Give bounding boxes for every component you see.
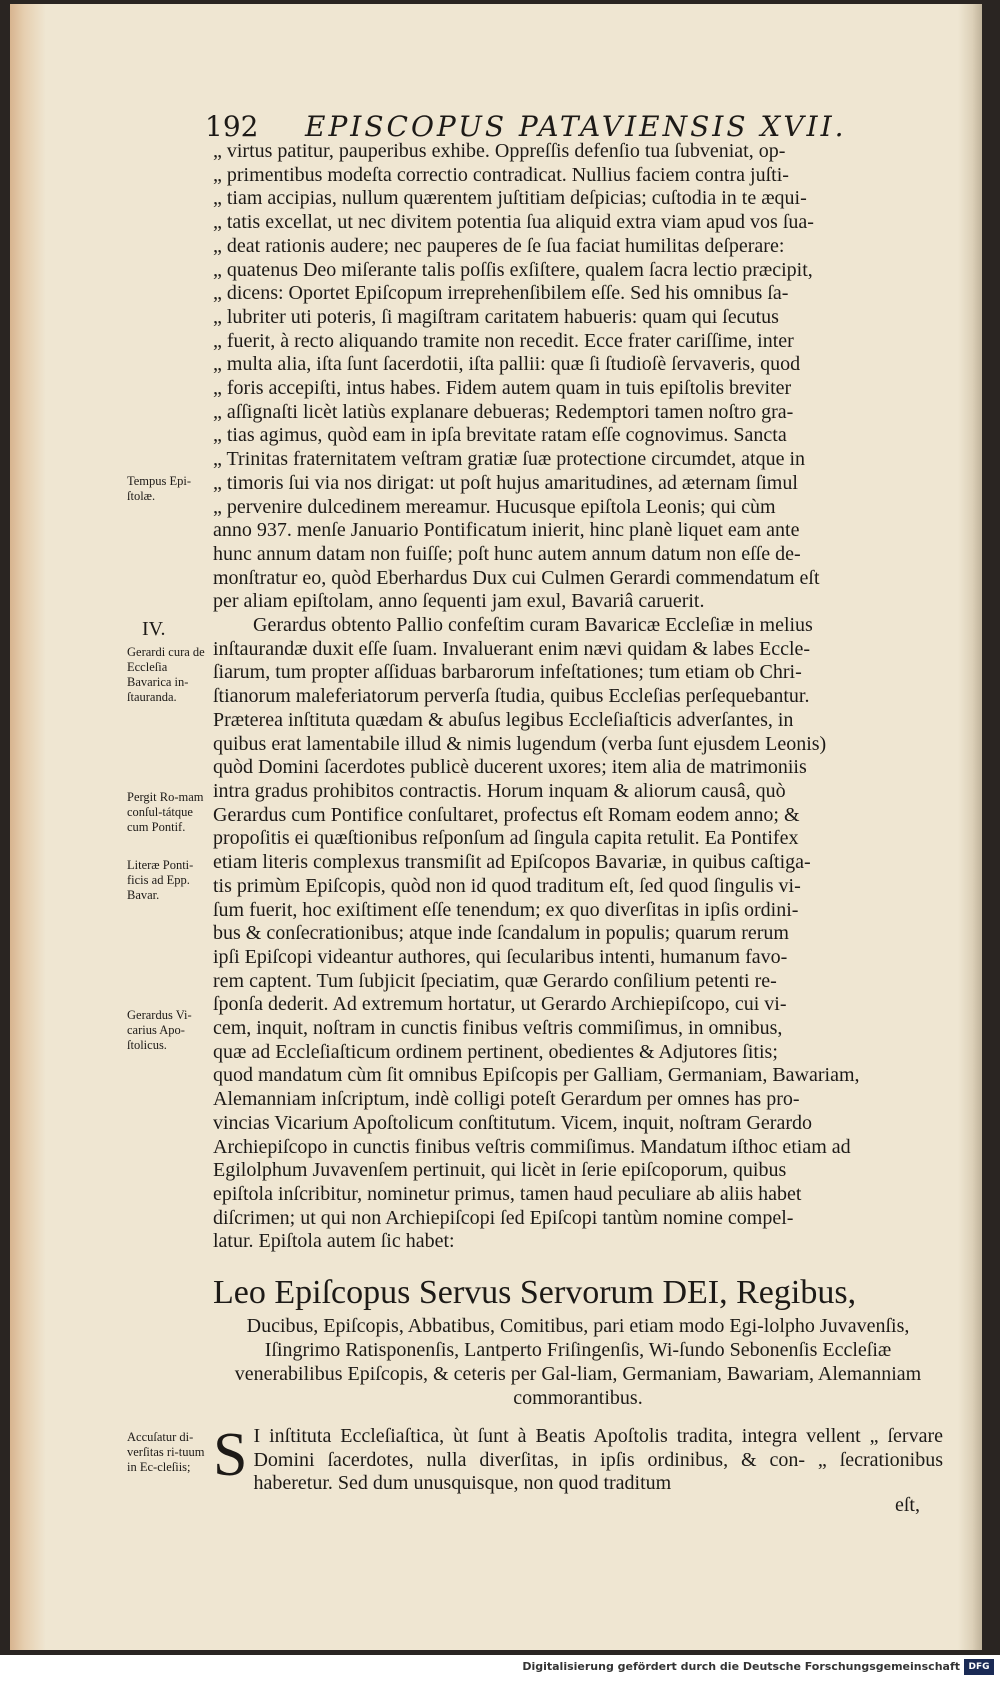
body-line: „ tiam accipias, nullum quærentem juſtitiam deſpicias; cuſtodia in te æqui- [213,187,807,210]
body-line: „ multa alia, iſta ſunt ſacerdotii, iſta pallii: quæ ſi ſtudioſè ſervaveris, quod [213,353,801,376]
body-line: „ quatenus Deo miſerante talis poſſis exſiſtere, qualem ſacra lectio præcipit, [213,258,813,281]
body-line: „ tatis excellat, ut nec divitem potentia ſua aliquid extra viam apud vos ſua- [213,211,814,234]
margin-note: Gerardus Vi-carius Apo-ſtolicus. [127,1008,192,1052]
body-line: ſtianorum maleferiatorum perverſa ſtudia, quibus Eccleſias perſequebantur. [213,685,810,708]
body-line: ſiarum, tum propter aſſiduas barbarorum infeſtationes; tum etiam ob Chri- [213,661,802,684]
body-line: „ aſſignaſti licèt latiùs explanare debueras; Redemptori tamen noſtro gra- [213,400,794,423]
body-line: diſcrimen; ut qui non Archiepiſcopi ſed Epiſcopi tantùm nomine compel- [213,1206,794,1229]
body-line: tis primùm Epiſcopis, quòd non id quod traditum eſt, ſed quod ſingulis vi- [213,874,801,897]
body-line: quæ ad Eccleſiaſticum ordinem pertinent, obedientes & Adjutores ſitis; [213,1040,778,1063]
letter-address [213,1272,943,1410]
section-number: IV. [142,618,166,640]
body-line: epiſtola inſcribitur, nominetur primus, tamen haud peculiare ab aliis habet [213,1182,802,1205]
body-line: „ virtus patitur, pauperibus exhibe. Oppreſſis defenſio tua ſubveniat, op- [213,140,786,162]
margin-note: Tempus Epi-ſtolæ. [127,474,192,503]
drop-cap: S [213,1421,248,1489]
body-line: Præterea inſtituta quædam & abuſus legibus Eccleſiaſticis adverſantes, in [213,708,794,731]
body-line: Gerardus cum Pontifice conſultaret, profectus eſt Romam eodem anno; & [213,803,800,826]
body-line: intra gradus prohibitos contractis. Horum inquam & aliorum causâ, quò [213,779,786,802]
body-line: ipſi Epiſcopi videantur authores, qui ſecularibus intenti, humanum favo- [213,945,788,968]
body-line: „ primentibus modeſta correctio contradicat. Nullius faciem contra juſti- [213,163,789,186]
margin-note: Accuſatur di-verſitas ri-tuum in Ec-cleſiis; [127,1430,205,1474]
body-line: cem, inquit, noſtram in cunctis finibus veſtris commiſimus, in omnibus, [213,1017,783,1040]
footer-bar [0,1655,1000,1682]
body-line: „ Trinitas fraternitatem veſtram gratiæ ſuæ protectione circumdet, atque in [213,448,806,471]
body-text [213,140,943,1254]
body-line: Archiepiſcopo in cunctis finibus veſtris commiſimus. Mandatum iſthoc etiam ad [213,1135,851,1158]
page-gutter-shadow [10,4,46,1650]
body-line: inſtaurandæ duxit eſſe ſuam. Invaluerant enim nævi quidam & labes Eccle- [213,637,811,660]
body-line: etiam literis complexus transmiſit ad Epiſcopos Bavariæ, in quibus caſtiga- [213,851,811,874]
body-line: per aliam epiſtolam, anno ſequenti jam exul, Bavariâ caruerit. [213,590,705,613]
address-first-line: Leo Epiſcopus Servus Servorum DEI, Regibus, [213,1274,857,1311]
body-line: vincias Vicarium Apoſtolicum conſtitutum. Vicem, inquit, noſtram Gerardo [213,1111,812,1134]
body-line: Alemanniam inſcriptum, indè colligi poteſt Gerardum per omnes has pro- [213,1088,800,1111]
body-line: „ lubriter uti poteris, ſi magiſtram caritatem habueris: quam qui ſecutus [213,305,779,328]
body-line: „ dicens: Oportet Epiſcopum irreprehenſibilem eſſe. Sed his omnibus ſa- [213,282,789,305]
address-rest: Ducibus, Epiſcopis, Abbatibus, Comitibus, pari etiam modo Egi-lolpho Juvavenſis, Iſingrimo Ratisponenſis, Lantperto Friſingenſis, Wi-ſundo Sebonenſis Eccleſiæ venerabilibus Epiſcopis, & ceteris per Gal-liam, Germaniam, Bawariam, Alemanniam commorantibus. [234,1315,922,1409]
body-line: latur. Epiſtola autem ſic habet: [213,1230,455,1253]
body-line: ſum fuerit, hoc exiſtiment eſſe tenendum; ex quo diverſitas in ipſis ordini- [213,898,799,921]
body-line: hunc annum datam non fuiſſe; poſt hunc autem annum datum non eſſe de- [213,542,801,565]
dfg-logo-icon: DFG [964,1659,994,1675]
body-line: „ timoris ſui via nos dirigat: ut poſt hujus amaritudines, ad æternam ſimul [213,471,798,494]
page-number: 192 [205,110,259,143]
body-line: ſponſa dederit. Ad extremum hortatur, ut Gerardo Archiepiſcopo, cui vi- [213,993,787,1016]
running-head: EPISCOPUS PATAVIENSIS XVII. [305,110,847,143]
body-line: Gerardus obtento Pallio confeſtim curam Bavaricæ Eccleſiæ in melius [253,614,813,637]
body-line: quod mandatum cùm ſit omnibus Epiſcopis per Galliam, Germaniam, Bawariam, [213,1064,860,1087]
margin-note: Literæ Ponti-ficis ad Epp. Bavar. [127,858,194,902]
body-line: „ fuerit, à recto aliquando tramite non recedit. Ecce frater cariſſime, inter [213,329,794,352]
margin-note: Pergit Ro-mam conſul-tátque cum Pontif. [127,790,204,834]
body-line: quibus erat lamentabile illud & nimis lugendum (verba ſunt ejusdem Leonis) [213,732,827,755]
body-line: bus & conſecrationibus; atque inde ſcandalum in populis; quarum rerum [213,922,789,945]
body-line: „ tias agimus, quòd eam in ipſa brevitate ratam eſſe cognovimus. Sancta [213,424,787,447]
body-line: rem captent. Tum ſubjicit ſpeciatim, quæ Gerardo conſilium petenti re- [213,969,777,992]
catchword: eſt, [895,1494,920,1516]
body-line: anno 937. menſe Januario Pontificatum inierit, hinc planè liquet eam ante [213,519,800,542]
margin-note: Gerardi cura de Eccleſia Bavarica in-ſtauranda. [127,645,205,704]
page-edge-shadow [958,4,982,1650]
body-line: „ foris accepiſti, intus habes. Fidem autem quam in tuis epiſtolis breviter [213,377,792,400]
body-line: Egilolphum Juvavenſem pertinuit, qui licèt in ſerie epiſcoporum, quibus [213,1159,787,1182]
body-line: „ pervenire dulcedinem mereamur. Hucusque epiſtola Leonis; qui cùm [213,495,776,518]
body-line: quòd Domini ſacerdotes publicè ducerent uxores; item alia de matrimoniis [213,756,807,779]
body-line: monſtratur eo, quòd Eberhardus Dux cui Culmen Gerardi commendatum eſt [213,566,820,589]
body-line: propoſitis ei quæſtionibus reſponſum ad ſingula capita retulit. Ea Pontifex [213,827,799,850]
digitization-credit: Digitalisierung gefördert durch die Deutsche Forschungsgemeinschaft [522,1660,960,1673]
letter-text: I inſtituta Eccleſiaſtica, ùt ſunt à Beatis Apoſtolis tradita, integra vellent „ ſervare Domini ſacerdotes, nulla diverſitas, in ipſis ordinibus, & con- „ ſecrationibus haberetur. Sed dum unusquisque, non quod traditum [253,1425,943,1495]
letter-opening [213,1421,943,1496]
body-line: „ deat rationis audere; nec pauperes de ſe ſua faciat humilitas deſperare: [213,234,785,257]
